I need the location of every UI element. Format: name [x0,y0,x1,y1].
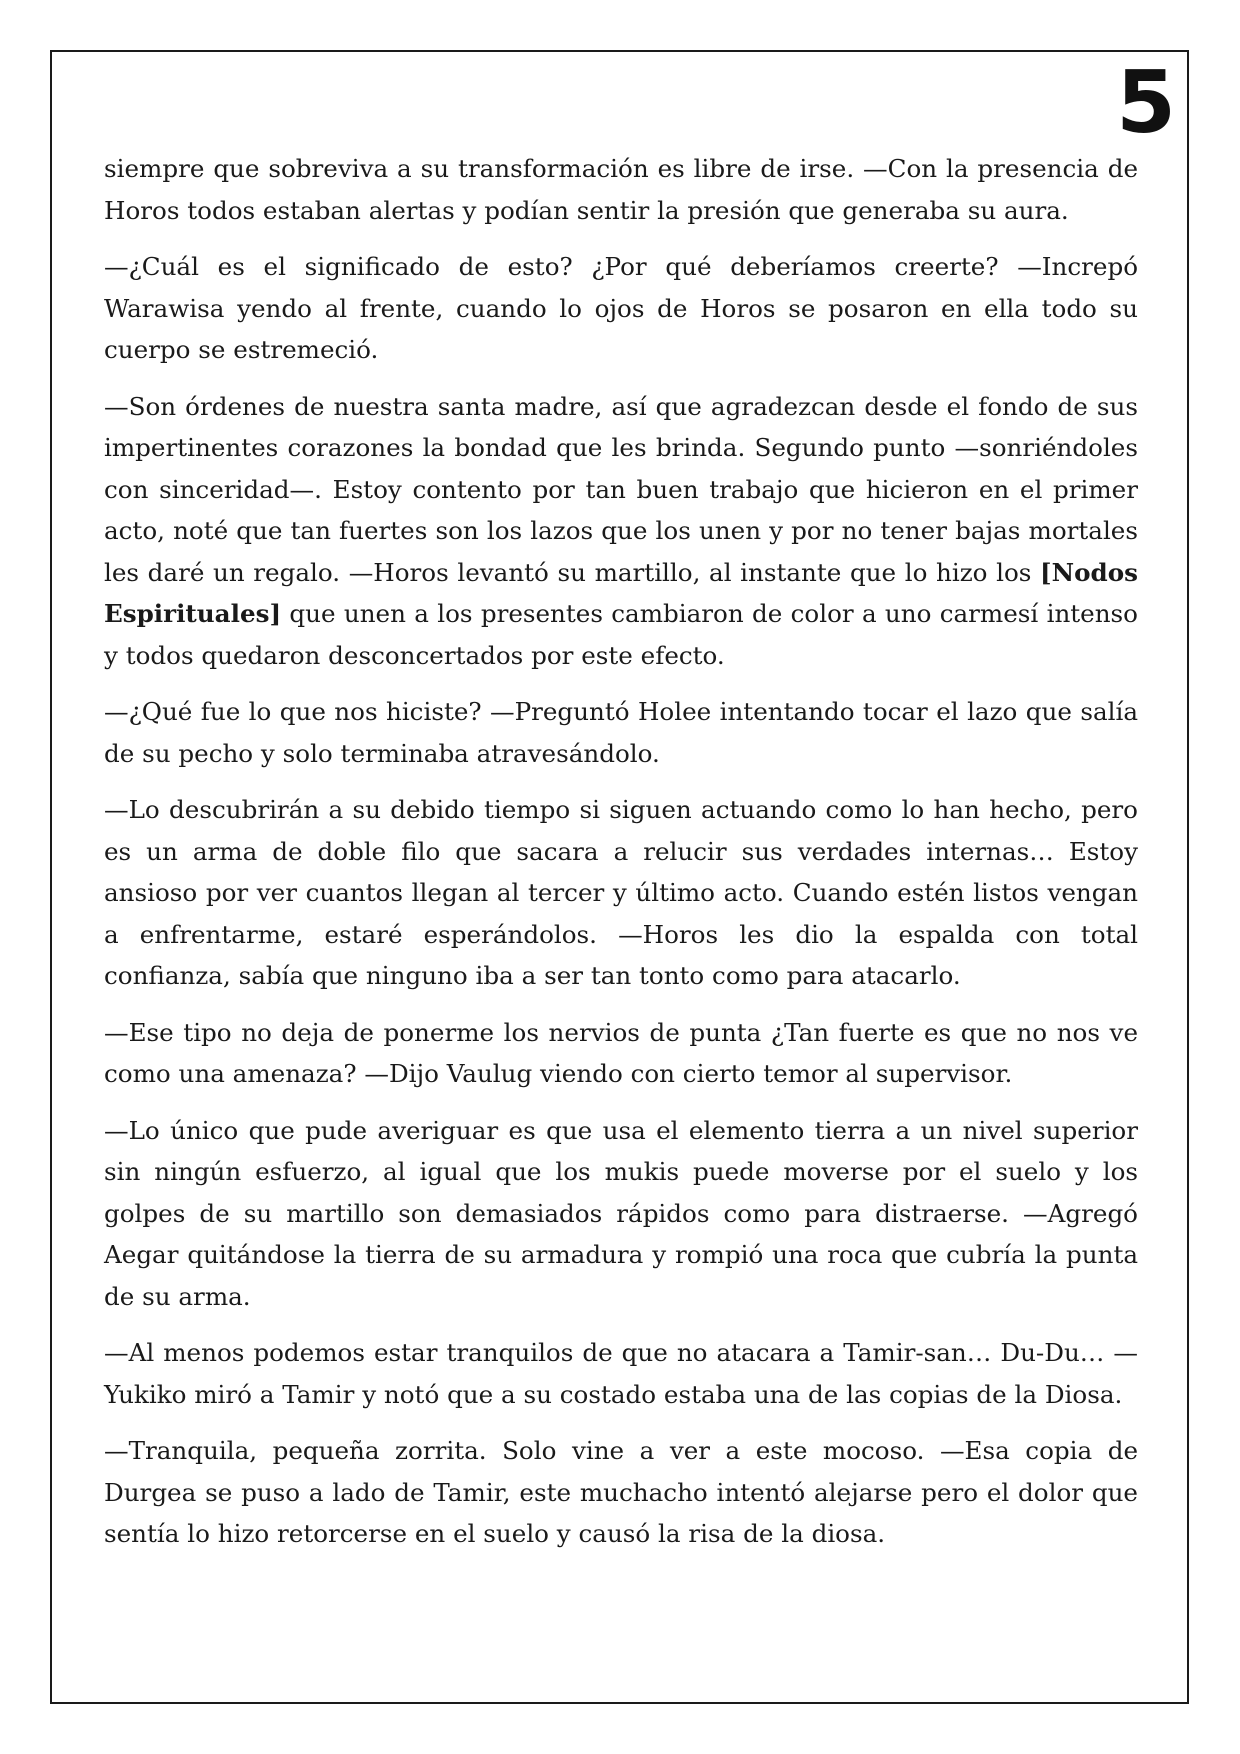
paragraph-4: —¿Qué fue lo que nos hiciste? —Preguntó Holee intentando tocar el lazo que salía de su pecho y solo terminaba atravesándolo. [104,697,1138,768]
paragraph-6: —Ese tipo no deja de ponerme los nervios de punta ¿Tan fuerte es que no nos ve como una amenaza? —Dijo Vaulug viendo con cierto temor al supervisor. [104,1017,1138,1088]
paragraph-1: siempre que sobreviva a su transformación es libre de irse. —Con la presencia de Horos todos estaban alertas y podían sentir la presión que generaba su aura. [104,154,1138,225]
paragraph-7: —Lo único que pude averiguar es que usa el elemento tierra a un nivel superior sin ningún esfuerzo, al igual que los mukis puede moverse por el suelo y los golpes de su martillo son demasiados rápidos como para distraerse. —Agregó Aegar quitándose la tierra de su armadura y rompió una roca que cubría la punta de su arma. [104,1115,1138,1311]
paragraph-8: —Al menos podemos estar tranquilos de que no atacara a Tamir-san… Du-Du… —Yukiko miró a Tamir y notó que a su costado estaba una de las copias de la Diosa. [104,1338,1138,1409]
body-text [104,148,1138,1570]
paragraph-5: —Lo descubrirán a su debido tiempo si siguen actuando como lo han hecho, pero es un arma de doble filo que sacara a relucir sus verdades internas… Estoy ansioso por ver cuantos llegan al tercer y último acto. Cuando estén listos vengan a enfrentarme, estaré esperándolos. —Horos les dio la espalda con total confianza, sabía que ninguno iba a ser tan tonto como para atacarlo. [104,795,1138,990]
paragraph-3-after: que unen a los presentes cambiaron de color a uno carmesí intenso y todos quedaron desconcertados por este efecto. [104,599,1138,670]
paragraph-2: —¿Cuál es el significado de esto? ¿Por qué deberíamos creerte? —Increpó Warawisa yendo al frente, cuando lo ojos de Horos se posaron en ella todo su cuerpo se estremeció. [104,252,1138,364]
paragraph-9: —Tranquila, pequeña zorrita. Solo vine a ver a este mocoso. —Esa copia de Durgea se puso a lado de Tamir, este muchacho intentó alejarse pero el dolor que sentía lo hizo retorcerse en el suelo y causó la risa de la diosa. [104,1436,1138,1548]
page-number: 5 [1116,53,1176,153]
paragraph-3 [104,386,1138,677]
paragraph-3-before: —Son órdenes de nuestra santa madre, así que agradezcan desde el fondo de sus impertinentes corazones la bondad que les brinda. Segundo punto —sonriéndoles con sinceridad—. Estoy contento por tan buen trabajo que hicieron en el primer acto, noté que tan fuertes son los lazos que los unen y por no tener bajas mortales les daré un regalo. —Horos levantó su martillo, al instante que lo hizo los [104,391,1138,587]
spiritual-nodes-term: [Nodos Espirituales] [104,557,1138,628]
